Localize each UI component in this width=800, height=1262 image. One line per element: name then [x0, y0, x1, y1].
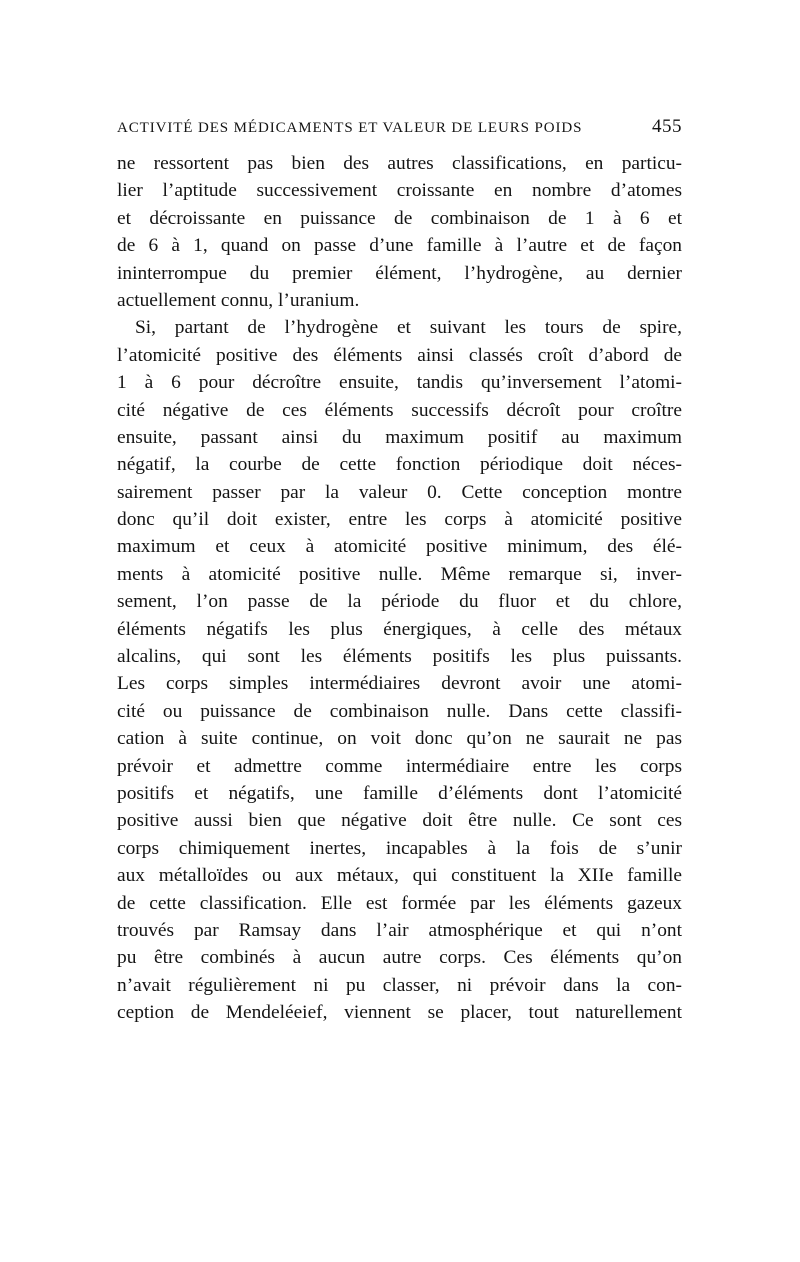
text-line: ments à atomicité positive nulle. Même remarque si, inver-: [117, 563, 682, 585]
page-number: 455: [652, 116, 682, 137]
text-line: et décroissante en puissance de combinaison de 1 à 6 et: [117, 207, 682, 229]
text-line: positive aussi bien que négative doit être nulle. Ce sont ces: [117, 810, 682, 832]
text-line: maximum et ceux à atomicité positive minimum, des élé-: [117, 536, 682, 558]
text-line: de cette classification. Elle est formée par les éléments gazeux: [117, 892, 682, 914]
text-line: ne ressortent pas bien des autres classifications, en particu-: [117, 153, 682, 174]
text-line: trouvés par Ramsay dans l’air atmosphérique et qui n’ont: [117, 919, 682, 941]
text-line: ensuite, passant ainsi du maximum positif au maximum: [117, 426, 682, 448]
text-line: donc qu’il doit exister, entre les corps à atomicité positive: [117, 509, 682, 531]
text-line: sairement passer par la valeur 0. Cette conception montre: [117, 481, 682, 503]
text-line: cation à suite continue, on voit donc qu’on ne saurait ne pas: [117, 728, 682, 750]
text-line: 1 à 6 pour décroître ensuite, tandis qu’inversement l’atomi-: [117, 372, 682, 394]
text-line: de 6 à 1, quand on passe d’une famille à l’autre et de façon: [117, 235, 682, 257]
text-line: l’atomicité positive des éléments ainsi classés croît d’abord de: [117, 344, 682, 366]
text-line: corps chimiquement inertes, incapables à la fois de s’unir: [117, 837, 682, 859]
text-line: négatif, la courbe de cette fonction périodique doit néces-: [117, 454, 682, 476]
running-title: ACTIVITÉ DES MÉDICAMENTS ET VALEUR DE LEURS POIDS: [117, 120, 583, 136]
text-line: sement, l’on passe de la période du fluor et du chlore,: [117, 591, 682, 613]
text-line: n’avait régulièrement ni pu classer, ni prévoir dans la con-: [117, 974, 682, 996]
text-line: actuellement connu, l’uranium.: [117, 289, 360, 311]
text-line: prévoir et admettre comme intermédiaire entre les corps: [117, 755, 682, 777]
text-line: aux métalloïdes ou aux métaux, qui constituent la XIIe famille: [117, 865, 682, 887]
text-line: lier l’aptitude successivement croissante en nombre d’atomes: [117, 180, 682, 202]
text-line: ininterrompue du premier élément, l’hydrogène, au dernier: [117, 262, 682, 284]
text-line: cité négative de ces éléments successifs décroît pour croître: [117, 399, 682, 421]
text-line: Les corps simples intermédiaires devront avoir une atomi-: [117, 673, 682, 695]
text-line: ception de Mendeléeief, viennent se placer, tout naturellement: [117, 1002, 682, 1024]
text-line: cité ou puissance de combinaison nulle. Dans cette classifi-: [117, 700, 682, 722]
text-line: éléments négatifs les plus énergiques, à celle des métaux: [117, 618, 682, 640]
text-line: positifs et négatifs, une famille d’éléments dont l’atomicité: [117, 782, 682, 804]
text-line: alcalins, qui sont les éléments positifs les plus puissants.: [117, 646, 682, 668]
running-head: [117, 116, 682, 142]
text-line: Si, partant de l’hydrogène et suivant les tours de spire,: [135, 317, 682, 339]
text-line: pu être combinés à aucun autre corps. Ces éléments qu’on: [117, 947, 682, 969]
body-text: [117, 150, 682, 1027]
